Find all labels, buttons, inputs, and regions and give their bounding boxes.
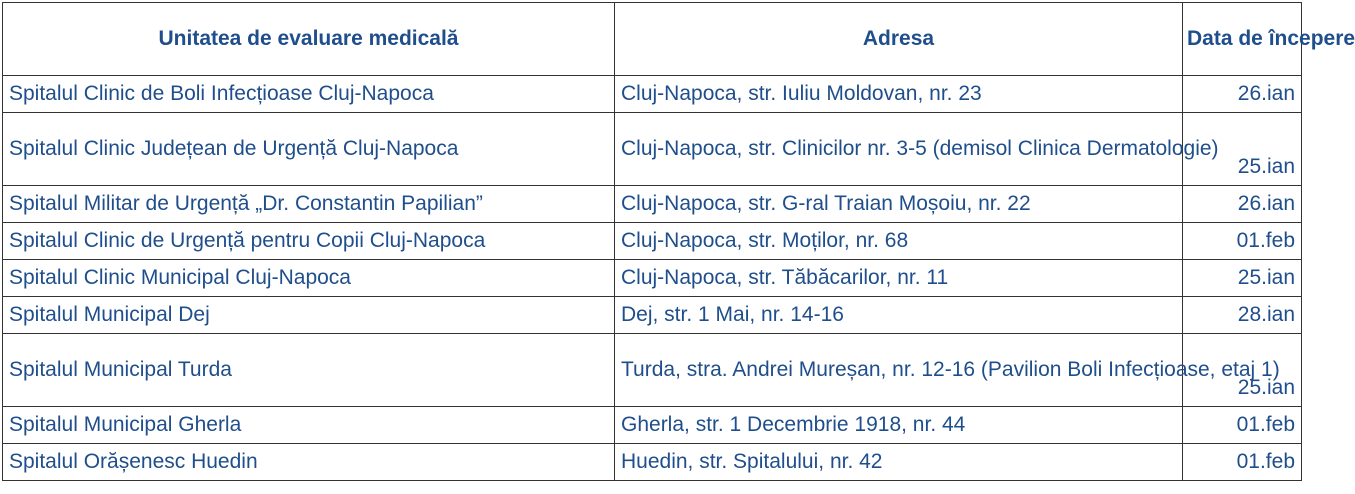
evaluation-units-table bbox=[2, 2, 1355, 481]
start-date-cell: 25.ian bbox=[1183, 260, 1302, 297]
address-cell: Dej, str. 1 Mai, nr. 14-16 bbox=[615, 297, 1183, 334]
table-row bbox=[3, 186, 1302, 223]
unit-cell: Spitalul Orășenesc Huedin bbox=[3, 444, 615, 481]
unit-cell: Spitalul Clinic de Boli Infecțioase Cluj-Napoca bbox=[3, 76, 615, 113]
start-date-cell: 26.ian bbox=[1183, 76, 1302, 113]
table-row bbox=[3, 334, 1302, 407]
address-cell: Cluj-Napoca, str. Moților, nr. 68 bbox=[615, 223, 1183, 260]
start-date-cell: 28.ian bbox=[1183, 297, 1302, 334]
address-cell: Huedin, str. Spitalului, nr. 42 bbox=[615, 444, 1183, 481]
start-date-cell: 01.feb bbox=[1183, 407, 1302, 444]
address-cell: Cluj-Napoca, str. Tăbăcarilor, nr. 11 bbox=[615, 260, 1183, 297]
header-start-date: Data de începere bbox=[1183, 3, 1302, 76]
header-address: Adresa bbox=[615, 3, 1183, 76]
address-cell: Turda, stra. Andrei Mureșan, nr. 12-16 (Pavilion Boli Infecțioase, etaj 1) bbox=[615, 334, 1183, 407]
address-cell: Cluj-Napoca, str. G-ral Traian Moșoiu, nr. 22 bbox=[615, 186, 1183, 223]
unit-cell: Spitalul Municipal Gherla bbox=[3, 407, 615, 444]
address-cell: Cluj-Napoca, str. Clinicilor nr. 3-5 (demisol Clinica Dermatologie) bbox=[615, 113, 1183, 186]
table-row bbox=[3, 223, 1302, 260]
unit-cell: Spitalul Clinic Municipal Cluj-Napoca bbox=[3, 260, 615, 297]
start-date-cell: 01.feb bbox=[1183, 444, 1302, 481]
start-date-cell: 25.ian bbox=[1183, 113, 1302, 186]
unit-cell: Spitalul Clinic de Urgență pentru Copii Cluj-Napoca bbox=[3, 223, 615, 260]
start-date-cell: 01.feb bbox=[1183, 223, 1302, 260]
address-cell: Gherla, str. 1 Decembrie 1918, nr. 44 bbox=[615, 407, 1183, 444]
address-cell: Cluj-Napoca, str. Iuliu Moldovan, nr. 23 bbox=[615, 76, 1183, 113]
header-unit: Unitatea de evaluare medicală bbox=[3, 3, 615, 76]
table-row bbox=[3, 407, 1302, 444]
start-date-cell: 26.ian bbox=[1183, 186, 1302, 223]
unit-cell: Spitalul Militar de Urgență „Dr. Constantin Papilian” bbox=[3, 186, 615, 223]
unit-cell: Spitalul Municipal Turda bbox=[3, 334, 615, 407]
table-row bbox=[3, 113, 1302, 186]
start-date-cell: 25.ian bbox=[1183, 334, 1302, 407]
table-row bbox=[3, 76, 1302, 113]
table-row bbox=[3, 260, 1302, 297]
unit-cell: Spitalul Clinic Județean de Urgență Cluj-Napoca bbox=[3, 113, 615, 186]
table-row bbox=[3, 444, 1302, 481]
unit-cell: Spitalul Municipal Dej bbox=[3, 297, 615, 334]
header-row bbox=[3, 3, 1302, 76]
table-row bbox=[3, 297, 1302, 334]
